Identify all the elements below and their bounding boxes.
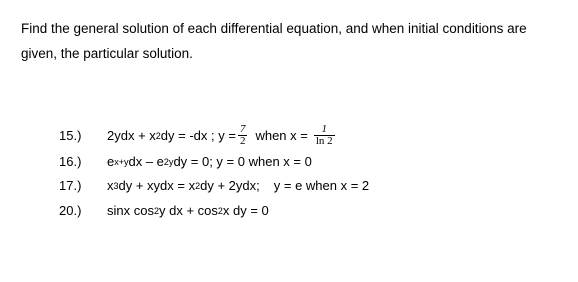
equation-part: x	[107, 178, 114, 193]
problem-number: 17.)	[59, 178, 82, 193]
equation-part: e	[107, 154, 115, 169]
equation-part: sinx cos	[107, 203, 154, 218]
fraction-denominator: 2	[239, 135, 246, 147]
instructions	[21, 16, 566, 66]
problem-20: 20.) sinx cos 2 y dx + cos 2 x dy = 0	[59, 203, 269, 218]
problem-17: 17.) x 3 dy + xydx = x 2 dy + 2ydx; y = e when x = 2	[59, 178, 370, 193]
equation-part: x dy = 0	[222, 203, 269, 218]
fraction-numerator: 1	[321, 123, 328, 135]
instructions-line-1: Find the general solution of each differential equation, and when initial conditions are	[21, 21, 527, 36]
fraction-y-value	[238, 124, 248, 147]
problem-15: 15.) 2ydx + x 2 dy = -dx ; y = $\frac{7}{2}$ when x = $\frac{1}{\ln 2}$	[59, 123, 333, 147]
initial-condition: when x =	[255, 128, 308, 143]
problem-number: 20.)	[59, 203, 82, 218]
equation-part: dy + xydx = x	[118, 178, 196, 193]
equation-part: 2ydx + x	[107, 128, 156, 143]
fraction-numerator: 7	[239, 123, 246, 135]
equation-part: dy + 2ydx;	[200, 178, 260, 193]
equation-part: dx – e	[128, 154, 164, 169]
fraction-x-value	[314, 124, 335, 147]
problem-16: 16.) e x+y dx – e 2y dy = 0; y = 0 when x = 0	[59, 154, 312, 169]
fraction-denominator: ln 2	[315, 135, 333, 147]
equation-part: dy = -dx ; y =	[160, 128, 236, 143]
problem-number: 16.)	[59, 154, 82, 169]
initial-condition: y = e when x = 2	[273, 178, 370, 193]
equation-part: dy = 0; y = 0 when x = 0	[173, 154, 312, 169]
equation-part: y dx + cos	[158, 203, 218, 218]
instructions-line-2: given, the particular solution.	[21, 46, 193, 61]
problem-number: 15.)	[59, 128, 82, 143]
